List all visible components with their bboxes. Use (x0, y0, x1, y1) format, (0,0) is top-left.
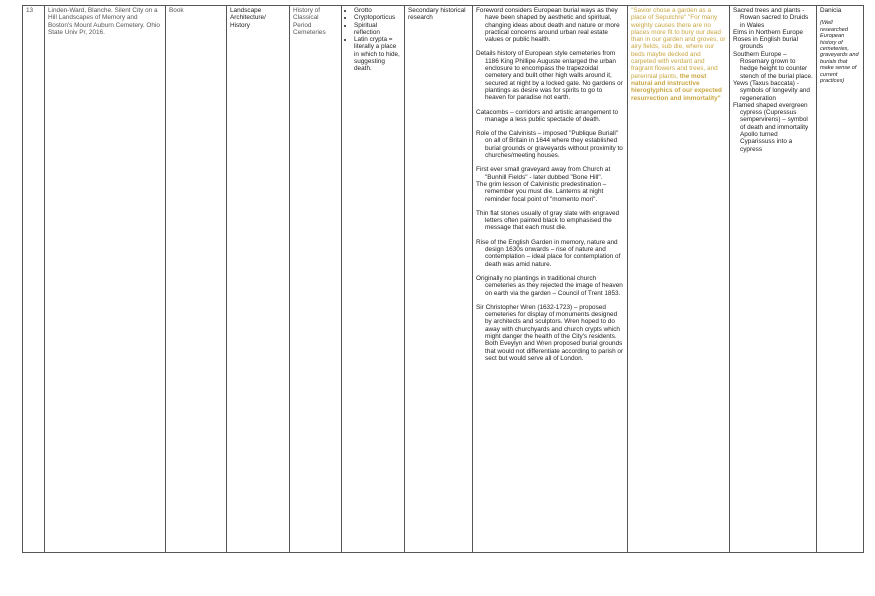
type-cell: Book (166, 6, 227, 553)
researcher-name: Danicia (820, 7, 842, 14)
keywords-cell (342, 6, 405, 553)
row-number: 13 (23, 6, 45, 553)
quote-emphasis: the most natural and instructive hieroglyphics of our expected resurrection and immortality" (631, 72, 722, 102)
keywords-list (345, 7, 401, 73)
note-paragraph: Originally no plantings in traditional church cemeteries as they rejected the image of heaven on earth via the garden – Council of Trent 1853. (476, 274, 623, 297)
symbolism-item: Elms in Northern Europe (733, 28, 803, 36)
symbolism-cell (730, 6, 817, 553)
quote-text: "Savior chose a garden as a place of Sepulchre" "For many weighty causes there are no places more fit to bury our dead than in our garden and groves, or airy fields, sub die, where our beds maybe decked and carpeted with verdant and fragrant flowers and trees, and perennial plants, (631, 7, 726, 80)
note-paragraph: Foreword considers European burial ways as they have been shaped by aesthetic and spiritual, changing ideas about death and nature or more practical concerns around urban real estate values or public health. (476, 7, 620, 44)
keyword-item: • Spiritual reflection (354, 22, 401, 37)
keyword-item: • Grotto (354, 7, 401, 14)
note-paragraph: First ever small graveyard away from Church at "Bunhill Fields" - later dubbed "Bone Hill". (476, 166, 611, 181)
keyword-item: • Cryptoporticus (354, 14, 401, 21)
citation-cell: Linden-Ward, Blanche. Silent City on a Hill Landscapes of Memory and Boston's Mount Auburn Cemetery. Ohio State Univ Pr, 2016. (45, 6, 166, 553)
symbolism-item: Sacred trees and plants - Rowan sacred to Druids in Wales (733, 7, 809, 29)
note-paragraph: Thin flat stones usually of gray slate with engraved letters often painted black to emphasised the message that each must die. (476, 209, 620, 232)
researcher-note: (Well researched European history of cemeteries, graveyards and burials that make sense of current practices) (820, 20, 859, 84)
note-paragraph: Catacombs – corridors and artistic arrangement to manage a less public spectacle of death. (476, 108, 619, 123)
quote-cell (628, 6, 730, 553)
note-paragraph: The grim lesson of Calvinistic predestination – remember you must die. Lanterns at night reminder focal point of "momento mori". (476, 180, 607, 203)
table-row (23, 6, 864, 553)
researcher-cell (817, 6, 864, 553)
note-paragraph: Role of the Calvinists – imposed "Publique Buriall" on all of Britain in 1644 where they established burial grounds or graveyards without proximity to churches/meeting houses. (476, 130, 623, 160)
keyword-item: • Latin crypta = literally a place in which to hide, suggesting death. (354, 36, 401, 72)
source-type-cell: Secondary historical research (405, 6, 473, 553)
symbolism-item: Flamed shaped evergreen cypress (Cupressus sempervirens) – symbol of death and immortality Apollo turned Cyparissuss into a cypress (733, 101, 809, 153)
note-paragraph: Rise of the English Garden in memory, nature and design 1630s onwards – rise of nature and contemplation – ideal place for contemplation of death was amid nature. (476, 238, 621, 268)
literature-table (22, 5, 864, 553)
period-cell: History of Classical Period Cemeteries (290, 6, 342, 553)
note-paragraph: Sir Christopher Wren (1632-1723) – proposed cemeteries for display of monuments designed by architects and sculptors. Wren hoped to do away with churchyards and church crypts which might danger the health of the City's residents. Both Eveylyn and Wren proposed burial grounds that would not differentiate according to parish or sect but would serve all of London. (476, 303, 624, 362)
notes-cell (473, 6, 628, 553)
field-cell: Landscape Architecture/ History (227, 6, 290, 553)
note-paragraph: Details history of European style cemeteries from 1186 King Phillipe Auguste enlarged the urban enclosure to encompass the trapezoidal cemetery and built other high walls around it, secured at night by a locked gate. No gardens or plantings as desire was for spirits to go to heaven for paradise not earth. (476, 50, 623, 102)
symbolism-item: Roses in English burial grounds (733, 36, 799, 51)
symbolism-item: Southern Europe – Rosemary grown to hedge height to counter stench of the burial place. (733, 50, 813, 80)
symbolism-item: Yews (Taxus baccata) - symbols of longevity and regeneration (733, 79, 810, 102)
